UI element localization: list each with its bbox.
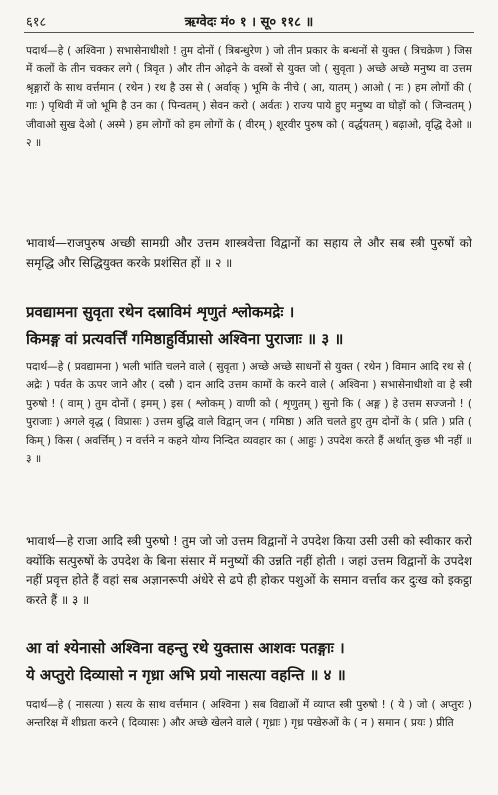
mantra-line: प्रवद्यामना सुवृता रथेन दस्राविमं शृणुतं श्लोकमद्रेः । (26, 303, 295, 321)
mantra-line: किमङ्ग वां प्रत्यवर्त्तिं गमिष्ठाहुर्विप्रासो अश्विना पुराजाः ॥ ३ ॥ (26, 330, 344, 348)
mantra-line: ये अप्तुरो दिव्यासो न गृध्रा अभि प्रयो नासत्या वहन्ति ॥ ४ ॥ (26, 666, 346, 684)
bhavartha-paragraph: भावार्थ—राजपुरुष अच्छी सामग्री और उत्तम शास्त्रवेत्ता विद्वानों का सहाय ले और सब स्त्री पुरुषों को समृद्धि और सिद्धियुक्त करके प्रशंसित हों ॥ २ ॥ (26, 236, 472, 270)
mantra-line: आ वां श्येनासो अश्विना वहन्तु रथे युक्तास आशवः पतङ्गाः । (26, 639, 345, 657)
header-rule (24, 32, 474, 33)
padartha-paragraph: पदार्थ—हे ( अश्विना ) सभासेनाधीशो ! तुम दोनों ( त्रिबन्धुरेण ) जो तीन प्रकार के बन्धनों से युक्त ( त्रिचक्रेण ) जिस में कलों के तीन चक्कर लगे ( त्रिवृत ) और तीन ओढ़ने के वस्त्रों से युक्त जो ( सुवृता ) अच्छे अच्छे मनुष्य वा उत्तम श्रृङ्गारों के साथ वर्त्तमान ( रथेन ) रथ है उस से ( अर्वाक् ) भूमि के नीचे ( आ, यातम् ) आओ ( नः ) हम लोगों की ( गाः ) पृथिवी में जो भूमि है उन का ( पिन्वतम् ) सेवन करो ( अर्वतः ) राज्य पाये हुए मनुष्य वा घोड़ों को ( जिन्वतम् ) जीवाओ सुख देओ ( अस्मे ) हम लोगों को हम लोगों के ( वीरम् ) शूरवीर पुरुष को ( वर्द्धयतम् ) बढ़ाओ, वृद्धि देओ ॥ २ ॥ (26, 45, 472, 150)
running-title: ऋग्वेदः मं० १ । सू० ११८ ॥ (184, 15, 314, 30)
padartha-paragraph: पदार्थ—हे ( प्रवद्यामना ) भली भांति चलने वाले ( सुवृता ) अच्छे अच्छे साधनों से युक्त ( रथेन ) विमान आदि रथ से ( अद्रेः ) पर्वत के ऊपर जाने और ( दस्रौ ) दान आदि उत्तम कामों के करने वाले ( अश्विना ) सभासेनाधीशो वा हे स्त्री पुरुषो ! ( वाम् ) तुम दोनों ( इमम् ) इस ( श्लोकम् ) वाणी को ( शृणुतम् ) सुनो कि ( अङ्ग ) हे उत्तम सज्जनो ! ( पुराजाः ) अगले वृद्ध ( विप्रासः ) उत्तम बुद्धि वाले विद्वान् जन ( गमिष्ठा ) अति चलते हुए तुम दोनों के ( प्रति ) प्रति ( किम् ) किस ( अवर्त्तिम् ) न वर्त्तने न कहने योग्य निन्दित व्यवहार का ( आहुः ) उपदेश करते हैं अर्थात् कुछ भी नहीं ॥ ३ ॥ (26, 361, 472, 466)
page-header (26, 10, 472, 32)
padartha-paragraph: पदार्थ—हे ( नासत्या ) सत्य के साथ वर्त्तमान ( अश्विना ) सब विद्याओं में व्याप्त स्त्री पुरुषो ! ( ये ) जो ( अप्तुरः ) अन्तरिक्ष में शीघ्रता करने ( दिव्यासः ) और अच्छे खेलने वाले ( गृध्राः ) गृध्र पखेरुओं के ( न ) समान ( प्रयः ) प्रीति (26, 699, 472, 730)
bhavartha-paragraph: भावार्थ—हे राजा आदि स्त्री पुरुषो ! तुम जो जो उत्तम विद्वानों ने उपदेश किया उसी उसी को स्वीकार करो क्योंकि सत्पुरुषों के उपदेश के बिना संसार में मनुष्यों की उन्नति नहीं होती । जहां उत्तम विद्वानों के उपदेश नहीं प्रवृत्त होते हैं वहां सब अज्ञानरूपी अंधेरे से ढपे ही होकर पशुओं के समान वर्त्ताव कर दुःख को इकट्ठा करते हैं ॥ ३ ॥ (26, 534, 472, 607)
page-number: ६१८ (26, 15, 47, 30)
